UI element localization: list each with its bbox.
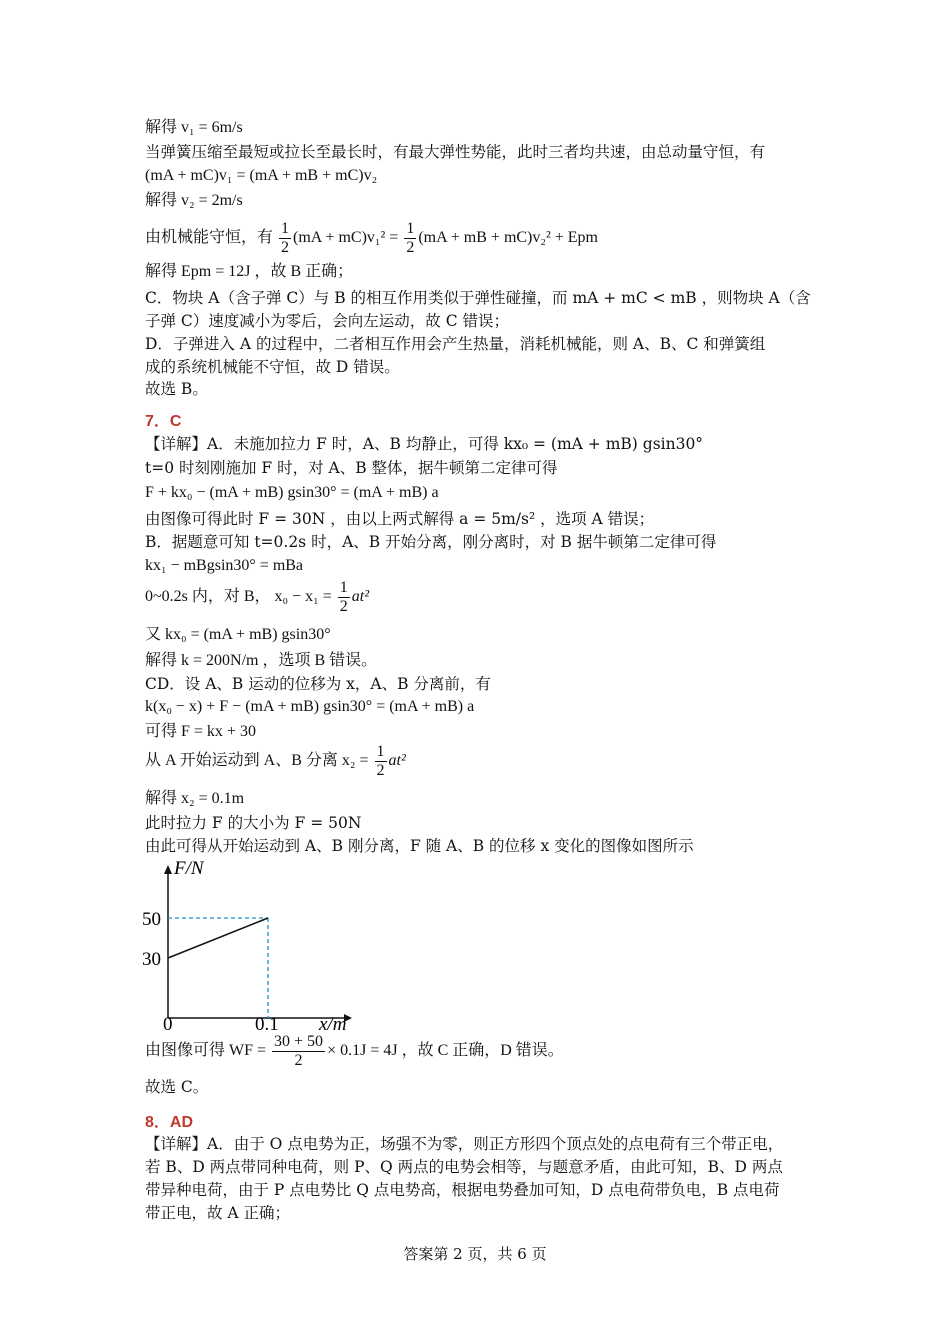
y-tick-label: 50 xyxy=(142,909,161,930)
text-line: t=0 时刻刚施加 F 时，对 A、B 整体，据牛顿第二定律可得 xyxy=(145,459,558,477)
question-8-heading: 8．AD xyxy=(145,1114,194,1131)
text-line: 解得 v₂ = 2m/s xyxy=(145,192,243,209)
text-line: 由此可得从开始运动到 A、B 刚分离，F 随 A、B 的位移 x 变化的图像如图所示 xyxy=(145,837,694,855)
y-axis-arrow xyxy=(164,865,172,874)
fraction: $\frac{1}{2}$ xyxy=(281,220,290,256)
text-line: 此时拉力 F 的大小为 F = 50N xyxy=(145,814,362,832)
text-line: C．物块 A（含子弹 C）与 B 的相互作用类似于弹性碰撞，而 mA + mC < mB ，则物块 A（含 xyxy=(145,289,811,307)
x-axis-label: x/m xyxy=(319,1014,347,1035)
fraction: $\frac{1}{2}$ xyxy=(339,579,348,615)
text-line: CD．设 A、B 运动的位移为 x，A、B 分离前，有 xyxy=(145,675,491,693)
x-tick-label: 0.1 xyxy=(255,1014,279,1035)
equation-line: F + kx₀ − (mA + mB) gsin30° = (mA + mB) a xyxy=(145,484,439,501)
text-line: 成的系统机械能不守恒，故 D 错误。 xyxy=(145,358,400,376)
displacement-equation: 0~0.2s 内，对 B， x₀ − x₁ = $\frac{1}{2}$ at² xyxy=(145,579,370,615)
text-line: 解得 Epm = 12J ，故 B 正确； xyxy=(145,263,354,280)
force-displacement-chart xyxy=(140,857,370,1037)
energy-equation-label: 由机械能守恒，有 xyxy=(145,229,274,247)
work-equation: 由图像可得 WF = $\frac{30 + 50}{2}$ × 0.1J = 4J ，故 C 正确，D 错误。 xyxy=(145,1033,564,1069)
text-line: 【详解】A．由于 O 点电势为正，场强不为零，则正方形四个顶点处的点电荷有三个带正电， xyxy=(145,1135,784,1153)
text-line: 若 B、D 两点带同种电荷，则 P、Q 两点的电势会相等，与题意矛盾，由此可知，B、D 两点 xyxy=(145,1158,783,1176)
text-line: 带异种电荷，由于 P 点电势比 Q 点电势高，根据电势叠加可知，D 点电荷带负电，B 点电荷 xyxy=(145,1181,780,1199)
text-line: D．子弹进入 A 的过程中，二者相互作用会产生热量，消耗机械能，则 A、B、C 和弹簧组 xyxy=(145,335,766,353)
energy-equation xyxy=(145,220,598,257)
text-line: 当弹簧压缩至最短或拉长至最长时，有最大弹性势能，此时三者均共速，由总动量守恒，有 xyxy=(145,143,766,161)
energy-equation-left: (mA + mC)v₁² = xyxy=(293,229,399,247)
text-line: 由图像可得此时 F = 30N ，由以上两式解得 a = 5m/s² ，选项 A 错误； xyxy=(145,510,655,528)
text-line: 带正电，故 A 正确； xyxy=(145,1204,291,1222)
equation-line: k(x₀ − x) + F − (mA + mB) gsin30° = (mA + mB) a xyxy=(145,698,475,715)
data-series-line xyxy=(168,918,268,958)
text-line: 故选 B。 xyxy=(145,380,208,398)
text-line: B．据题意可知 t=0.2s 时，A、B 开始分离，刚分离时，对 B 据牛顿第二定律可得 xyxy=(145,533,717,551)
x-tick-label: 0 xyxy=(163,1014,173,1035)
fraction: $\frac{1}{2}$ xyxy=(406,220,415,256)
y-tick-label: 30 xyxy=(142,949,161,970)
page-footer: 答案第 2 页，共 6 页 xyxy=(403,1245,547,1263)
equation-line: (mA + mC)v₁ = (mA + mB + mC)v₂ xyxy=(145,167,378,184)
separation-equation: 从 A 开始运动到 A、B 分离 x₂ = $\frac{1}{2}$ at² xyxy=(145,743,406,779)
equation-line: kx₁ − mBgsin30° = mBa xyxy=(145,557,304,574)
text-line: 解得 k = 200N/m ，选项 B 错误。 xyxy=(145,652,378,669)
fraction: $\frac{30 + 50}{2}$ xyxy=(274,1033,324,1069)
energy-equation-right: (mA + mB + mC)v₂² + Epm xyxy=(418,229,598,247)
text-line: 子弹 C）速度减小为零后，会向左运动，故 C 错误； xyxy=(145,312,510,330)
text-line: 解得 x₂ = 0.1m xyxy=(145,790,245,807)
question-7-heading: 7．C xyxy=(145,413,182,430)
text-line: 故选 C。 xyxy=(145,1078,209,1096)
text-line: 【详解】A．未施加拉力 F 时，A、B 均静止，可得 kx₀ = (mA + mB) gsin30° xyxy=(145,435,704,453)
equation-line: 又 kx₀ = (mA + mB) gsin30° xyxy=(145,626,331,643)
text-line: 解得 v₁ = 6m/s xyxy=(145,119,243,136)
y-axis-label: F/N xyxy=(174,858,204,879)
equation-line: 可得 F = kx + 30 xyxy=(145,723,256,740)
fraction: $\frac{1}{2}$ xyxy=(376,743,385,779)
